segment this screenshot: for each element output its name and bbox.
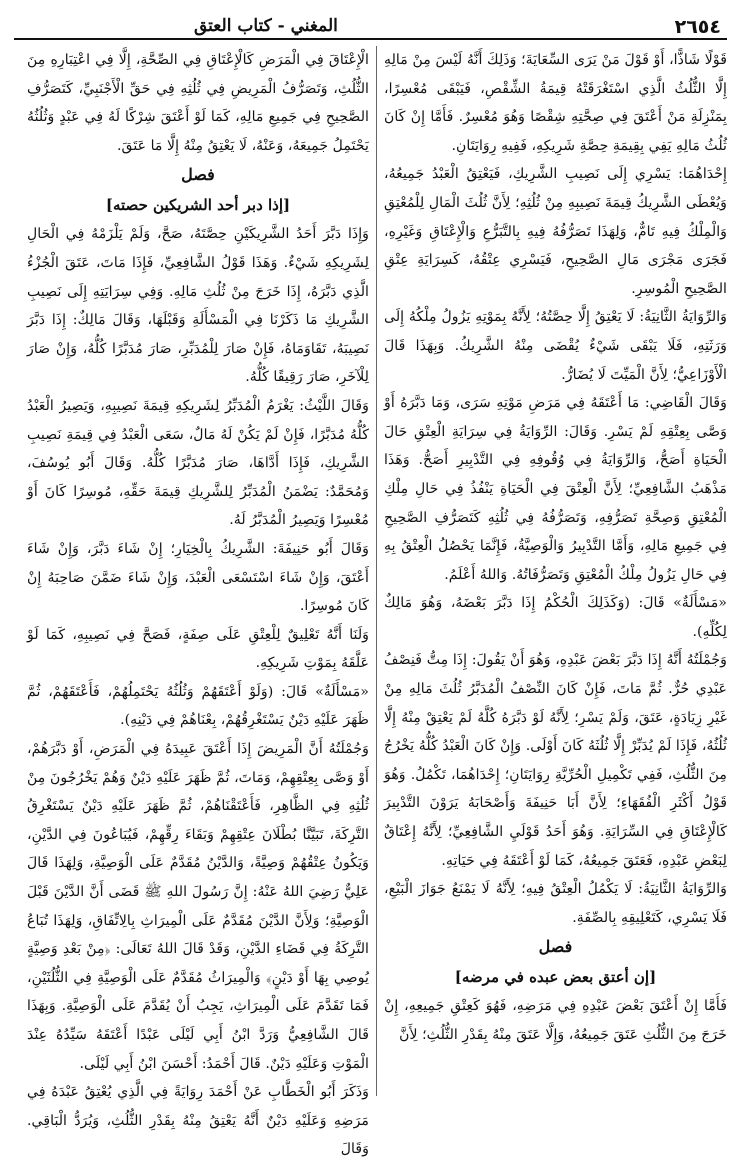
section-subheading: [إذا دبر أحد الشريكين حصته] [105, 196, 291, 215]
paragraph: وَالرِّوَايَةُ الثَّانِيَةُ: لَا يَعْتِقُ إِلَّا حِصَّتُهُ؛ لِأَنَّهُ بِمَوْتِهِ يَزُولُ مِلْكُهُ إِلَى وَرَثَتِهِ، فَلَا يَبْقَى شَيْءٌ يُقْضَى مِنْهُ الشَّرِيكُ. وَبِهَذَا قَالَ الْأَوْزَاعِيُّ؛ لِأَنَّ الْمَيِّتَ لَا يُضَارُّ. [384, 309, 727, 383]
page-number: ٢٦٥٤ [674, 16, 721, 38]
paragraph: «مَسْأَلَةٌ» قَالَ: (وَكَذَلِكَ الْحُكْمُ إِذَا دَبَّرَ بَعْضَهُ، وَهُوَ مَالِكٌ لِكُلِّهِ). [384, 595, 727, 640]
section-subheading: [إن أعتق بعض عبده في مرضه] [454, 968, 657, 987]
paragraph: وَجُمْلَتُهُ أَنَّهُ إِذَا دَبَّرَ بَعْضَ عَبْدِهِ، وَهُوَ أَنْ يَقُولَ: إِذَا مِتُّ فَنِصْفُ عَبْدِي حُرٌّ. ثُمَّ مَاتَ، فَإِنْ كَانَ النِّصْفُ الْمُدَبَّرُ ثُلُثَ مَالِهِ مِنْ غَيْرِ زِيَادَةٍ، عَتَقَ، وَلَمْ يَسْرِ؛ لِأَنَّهُ لَوْ دَبَّرَهُ كُلَّهُ لَمْ يَعْتِقْ مِنْهُ إِلَّا ثُلُثُهُ، فَإِذَا لَمْ يُدَبِّرْ إِلَّا ثُلُثَهُ كَانَ أَوْلَى. وَإِنْ كَانَ الْعَبْدُ كُلُّهُ يَخْرُجُ مِنَ الثُّلُثِ، فَفِي تَكْمِيلِ الْحُرِّيَّةِ رِوَايَتَانِ؛ إِحْدَاهُمَا، تَكْمُلُ. وَهُوَ قَوْلُ أَكْثَرِ الْفُقَهَاءِ؛ لِأَنَّ أَبَا حَنِيفَةَ وَأَصْحَابَهُ يَرَوْنَ التَّدْبِيرَ كَالْإِعْتَاقِ فِي السِّرَايَةِ. وَهُوَ أَحَدُ قَوْلَيِ الشَّافِعِيِّ؛ لِأَنَّهُ إِعْتَاقٌ لِبَعْضِ عَبْدِهِ، فَعَتَقَ جَمِيعُهُ، كَمَا لَوْ أَعْتَقَهُ فِي حَيَاتِهِ. [384, 652, 727, 869]
left-column [27, 46, 377, 1158]
paragraph: وَإِذَا دَبَّرَ أَحَدُ الشَّرِيكَيْنِ حِصَّتَهُ، صَحَّ، وَلَمْ يَلْزَمْهُ فِي الْحَالِ لِشَرِيكِهِ شَيْءٌ. وَهَذَا قَوْلُ الشَّافِعِيِّ، فَإِذَا مَاتَ، عَتَقَ الْجُزْءُ الَّذِي دَبَّرَهُ، إِذَا خَرَجَ مِنْ ثُلُثِ مَالِهِ. وَفِي سِرَايَتِهِ إِلَى نَصِيبِ الشَّرِيكِ مَا ذَكَرْنَا فِي الْمَسْأَلَةِ وَقَبْلَهَا، وَقَالَ مَالِكٌ: إِذَا دَبَّرَ نَصِيبَهُ، تَقَاوَمَاهُ، فَإِنْ صَارَ لِلْمُدَبِّرِ، صَارَ مُدَبَّرًا كُلُّهُ، وَإِنْ صَارَ لِلْآخَرِ، صَارَ رَقِيقًا كُلُّهُ. [27, 226, 369, 386]
paragraph: فَأَمَّا إِنْ أَعْتَقَ بَعْضَ عَبْدِهِ فِي مَرَضِهِ، فَهُوَ كَعِتْقِ جَمِيعِهِ، إِنْ خَرَجَ مِنَ الثُّلُثِ عَتَقَ جَمِيعُهُ، وَإِلَّا عَتَقَ مِنْهُ بِقَدْرِ الثُّلُثِ؛ لِأَنَّ [384, 998, 727, 1043]
right-column [377, 46, 727, 1096]
paragraph: وَالرِّوَايَةُ الثَّانِيَةُ: لَا يَكْمُلُ الْعِتْقُ فِيهِ؛ لِأَنَّهُ لَا يَمْنَعُ جَوَازَ الْبَيْعِ، فَلَا يَسْرِي، كَتَعْلِيقِهِ بِالصِّفَةِ. [384, 881, 727, 926]
page-header [14, 8, 727, 40]
paragraph: الْإِعْتَاقَ فِي الْمَرَضِ كَالْإِعْتَاقِ فِي الصِّحَّةِ، إِلَّا فِي اعْتِبَارِهِ مِنَ الثُّلُثِ، وَتَصَرُّفُ الْمَرِيضِ فِي ثُلُثِهِ فِي حَقِّ الْأَجْنَبِيِّ، كَتَصَرُّفِ الصَّحِيحِ فِي جَمِيعِ مَالِهِ، كَمَا لَوْ أَعْتَقَ شِرْكًا لَهُ فِي عَبْدٍ وَثُلُثُهُ يَحْتَمِلُ جَمِيعَهُ، وَعَنْهُ، لَا يَعْتِقُ مِنْهُ إِلَّا مَا عَتَقَ. [27, 52, 369, 154]
paragraph: وَقَالَ أَبُو حَنِيفَةَ: الشَّرِيكُ بِالْخِيَارِ؛ إِنْ شَاءَ دَبَّرَ، وَإِنْ شَاءَ أَعْتَقَ، وَإِنْ شَاءَ اسْتَسْعَى الْعَبْدَ، وَإِنْ شَاءَ ضَمَّنَ صَاحِبَهُ إِنْ كَانَ مُوسِرًا. [27, 540, 369, 615]
paragraph: إِحْدَاهُمَا: يَسْرِي إِلَى نَصِيبِ الشَّرِيكِ، فَيَعْتِقُ الْعَبْدُ جَمِيعُهُ، وَيُعْطَى الشَّرِيكُ قِيمَةَ نَصِيبِهِ مِنْ ثُلُثِهِ؛ لِأَنَّ ثُلُثَ الْمَالِ لِلْمُعْتِقِ وَالْمِلْكُ فِيهِ تَامٌّ، وَلِهَذَا تَصَرُّفُهُ فِيهِ بِالتَّبَرُّعِ وَالْإِعْتَاقِ وَغَيْرِهِ، فَجَرَى مَجْرَى مَالِ الصَّحِيحِ، فَيَسْرِي عِتْقُهُ، كَسِرَايَةِ عِتْقِ الصَّحِيحِ الْمُوسِرِ. [384, 166, 727, 297]
paragraph: وَجُمْلَتُهُ أَنَّ الْمَرِيضَ إِذَا أَعْتَقَ عَبِيدَهُ فِي الْمَرَضِ، أَوْ دَبَّرَهُمْ، أَوْ وَصَّى بِعِتْقِهِمْ، وَمَاتَ، ثُمَّ ظَهَرَ عَلَيْهِ دَيْنٌ وَهُمْ يَخْرُجُونَ مِنْ ثُلُثِهِ فِي الظَّاهِرِ، فَأَعْتَقْنَاهُمْ، ثُمَّ ظَهَرَ عَلَيْهِ دَيْنٌ يَسْتَغْرِقُ التَّرِكَةَ، تَبَيَّنَّا بُطْلَانَ عِتْقِهِمْ وَبَقَاءَ رِقِّهِمْ، فَيُبَاعُونَ فِي الدَّيْنِ، وَيَكُونُ عِتْقُهُمْ وَصِيَّةً، وَالدَّيْنُ مُقَدَّمٌ عَلَى الْوَصِيَّةِ، وَلِهَذَا قَالَ عَلِيٌّ رَضِيَ اللهُ عَنْهُ: إِنَّ رَسُولَ اللهِ ﷺ قَضَى أَنَّ الدَّيْنَ قَبْلَ الْوَصِيَّةِ؛ وَلِأَنَّ الدَّيْنَ مُقَدَّمٌ عَلَى الْمِيرَاثِ بِالِاتِّفَاقِ، وَلِهَذَا تُبَاعُ التَّرِكَةُ فِي قَضَاءِ الدَّيْنِ، وَقَدْ قَالَ اللهُ تَعَالَى: ﴿مِنْ بَعْدِ وَصِيَّةٍ يُوصِي بِهَا أَوْ دَيْنٍ﴾ وَالْمِيرَاثُ مُقَدَّمٌ عَلَى الْوَصِيَّةِ فِي الثُّلُثَيْنِ، فَمَا تَقَدَّمَ عَلَى الْمِيرَاثِ، يَجِبُ أَنْ يُقَدَّمَ عَلَى الْوَصِيَّةِ. وَبِهَذَا قَالَ الشَّافِعِيُّ وَرَدَّ ابْنُ أَبِي لَيْلَى عَبْدًا أَعْتَقَهُ سَيِّدُهُ عِنْدَ الْمَوْتِ وَعَلَيْهِ دَيْنٌ. قَالَ أَحْمَدُ: أَحْسَنَ ابْنُ أَبِي لَيْلَى. [27, 741, 369, 1072]
section-heading: فصل [181, 165, 215, 185]
paragraph: وَلَنَا أَنَّهُ تَعْلِيقٌ لِلْعِتْقِ عَلَى صِفَةٍ، فَصَحَّ فِي نَصِيبِهِ، كَمَا لَوْ عَلَّقَهُ بِمَوْتِ شَرِيكِهِ. [27, 626, 369, 672]
running-title: المغني - كتاب العتق [194, 16, 338, 36]
paragraph: «مَسْأَلَةٌ» قَالَ: (وَلَوْ أَعْتَقَهُمْ وَثُلُثُهُ يَحْتَمِلُهُمْ، فَأَعْتَقَهُمْ، ثُمَّ ظَهَرَ عَلَيْهِ دَيْنٌ يَسْتَغْرِقُهُمْ، بِعْنَاهُمْ فِي دَيْنِهِ). [27, 683, 369, 729]
section-heading: فصل [538, 937, 573, 957]
text-columns [14, 46, 727, 1158]
paragraph: وَذَكَرَ أَبُو الْخَطَّابِ عَنْ أَحْمَدَ رِوَايَةً فِي الَّذِي يُعْتِقُ عَبْدَهُ فِي مَرَضِهِ وَعَلَيْهِ دَيْنٌ أَنَّهُ يَعْتِقُ مِنْهُ بِقَدْرِ الثُّلُثِ، وَيُرَدُّ الْبَاقِي. وَقَالَ [27, 1084, 369, 1158]
paragraph: وَقَالَ الْقَاضِي: مَا أَعْتَقَهُ فِي مَرَضِ مَوْتِهِ سَرَى، وَمَا دَبَّرَهُ أَوْ وَصَّى بِعِتْقِهِ لَمْ يَسْرِ. وَقَالَ: الرِّوَايَةُ فِي سِرَايَةِ الْعِتْقِ حَالَ الْحَيَاةِ أَصَحُّ، وَالرِّوَايَةُ فِي وُقُوفِهِ فِي التَّدْبِيرِ أَصَحُّ. وَهَذَا مَذْهَبُ الشَّافِعِيِّ؛ لِأَنَّ الْعِتْقَ فِي الْحَيَاةِ يَنْفُذُ فِي حَالِ مِلْكِ الْمُعْتِقِ وَصِحَّةِ تَصَرُّفِهِ، وَتَصَرُّفُهُ فِي ثُلُثِهِ كَتَصَرُّفِ الصَّحِيحِ فِي جَمِيعِ مَالِهِ، وَأَمَّا التَّدْبِيرُ وَالْوَصِيَّةُ، فَإِنَّمَا يَحْصُلُ الْعِتْقُ بِهِ فِي حَالِ يَزُولُ مِلْكُ الْمُعْتِقِ وَتَصَرُّفَاتُهُ. وَاللهُ أَعْلَمُ. [384, 395, 727, 583]
paragraph: قَوْلًا شَاذًّا، أَوْ قَوْلَ مَنْ يَرَى السِّعَايَةَ؛ وَذَلِكَ أَنَّهُ لَيْسَ مِنْ مَالِهِ إِلَّا الثُّلُثُ الَّذِي اسْتَغْرَقَتْهُ قِيمَةُ الشِّقْصِ، فَيَبْقَى مُعْسِرًا، بِمَنْزِلَةِ مَنْ أَعْتَقَ فِي صِحَّتِهِ شِقْصًا وَهُوَ مُعْسِرٌ. فَأَمَّا إِنْ كَانَ ثُلُثُ مَالِهِ يَفِي بِقِيمَةِ حِصَّةِ شَرِيكِهِ، فَفِيهِ رِوَايَتَانِ. [384, 52, 727, 154]
paragraph: وَقَالَ اللَّيْثُ: يَغْرَمُ الْمُدَبِّرُ لِشَرِيكِهِ قِيمَةَ نَصِيبِهِ، وَيَصِيرُ الْعَبْدُ كُلُّهُ مُدَبَّرًا، فَإِنْ لَمْ يَكُنْ لَهُ مَالٌ، سَعَى الْعَبْدُ فِي قِيمَةِ نَصِيبِ الشَّرِيكِ، فَإِذَا أَدَّاهَا، صَارَ مُدَبَّرًا كُلُّهُ. وَقَالَ أَبُو يُوسُفَ، وَمُحَمَّدٌ: يَضْمَنُ الْمُدَبِّرُ لِلشَّرِيكِ قِيمَةَ حَقِّهِ، مُوسِرًا كَانَ أَوْ مُعْسِرًا وَيَصِيرُ الْمُدَبَّرُ لَهُ. [27, 397, 369, 529]
